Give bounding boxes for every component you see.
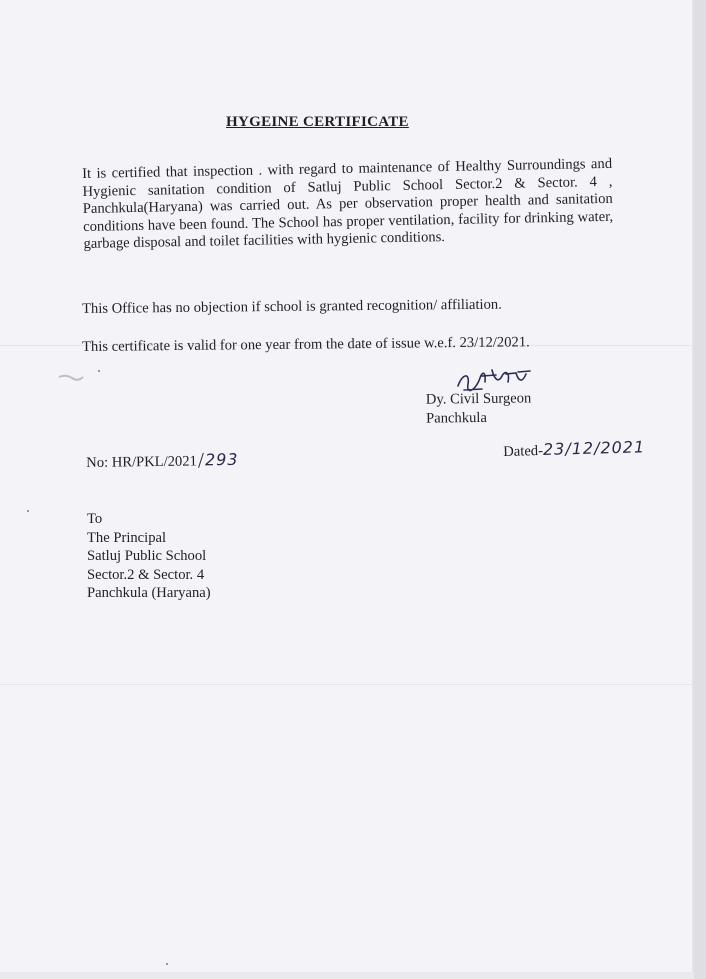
page-fold-line <box>0 684 694 685</box>
handwritten-reference-number: 293 <box>204 449 239 470</box>
paper-speck <box>98 370 100 372</box>
reference-prefix: No: HR/PKL/2021 <box>86 453 198 471</box>
dated-label: Dated- <box>503 442 544 460</box>
address-line: Satluj Public School <box>87 548 207 565</box>
reference-number <box>86 445 239 473</box>
ink-smudge <box>58 372 84 382</box>
address-line: Panchkula (Haryana) <box>87 585 211 602</box>
scan-edge <box>694 0 706 979</box>
signatory-designation: Dy. Civil Surgeon <box>425 390 532 408</box>
address-line: Sector.2 & Sector. 4 <box>87 566 205 583</box>
signatory-place: Panchkula <box>426 409 488 427</box>
address-to: To <box>87 511 103 527</box>
recipient-address <box>87 510 211 603</box>
validity-paragraph: This certificate is valid for one year from the date of issue w.e.f. 23/12/2021. <box>82 334 530 355</box>
handwritten-slash: / <box>197 447 205 473</box>
certificate-title: HYGEINE CERTIFICATE <box>226 114 409 130</box>
certificate-body-paragraph: It is certified that inspection . with regard to maintenance of Healthy Surroundings and Hygienic sanitation condition of Satluj Public School Sector.2 & Sector. 4 , Panchkula(Haryana) was carried out. As per observation proper health and sanitation conditions have been found. The School has proper ventilation, facility for drinking water, garbage disposal and toilet facilities with hygienic conditions. <box>82 155 614 252</box>
address-line: The Principal <box>87 529 167 546</box>
signatory-block <box>426 389 532 428</box>
date-line <box>503 437 645 461</box>
no-objection-paragraph: This Office has no objection if school is granted recognition/ affiliation. <box>82 296 502 317</box>
paper-speck <box>27 510 29 512</box>
paper-speck <box>166 963 168 965</box>
handwritten-date: 23/12/2021 <box>542 437 646 459</box>
